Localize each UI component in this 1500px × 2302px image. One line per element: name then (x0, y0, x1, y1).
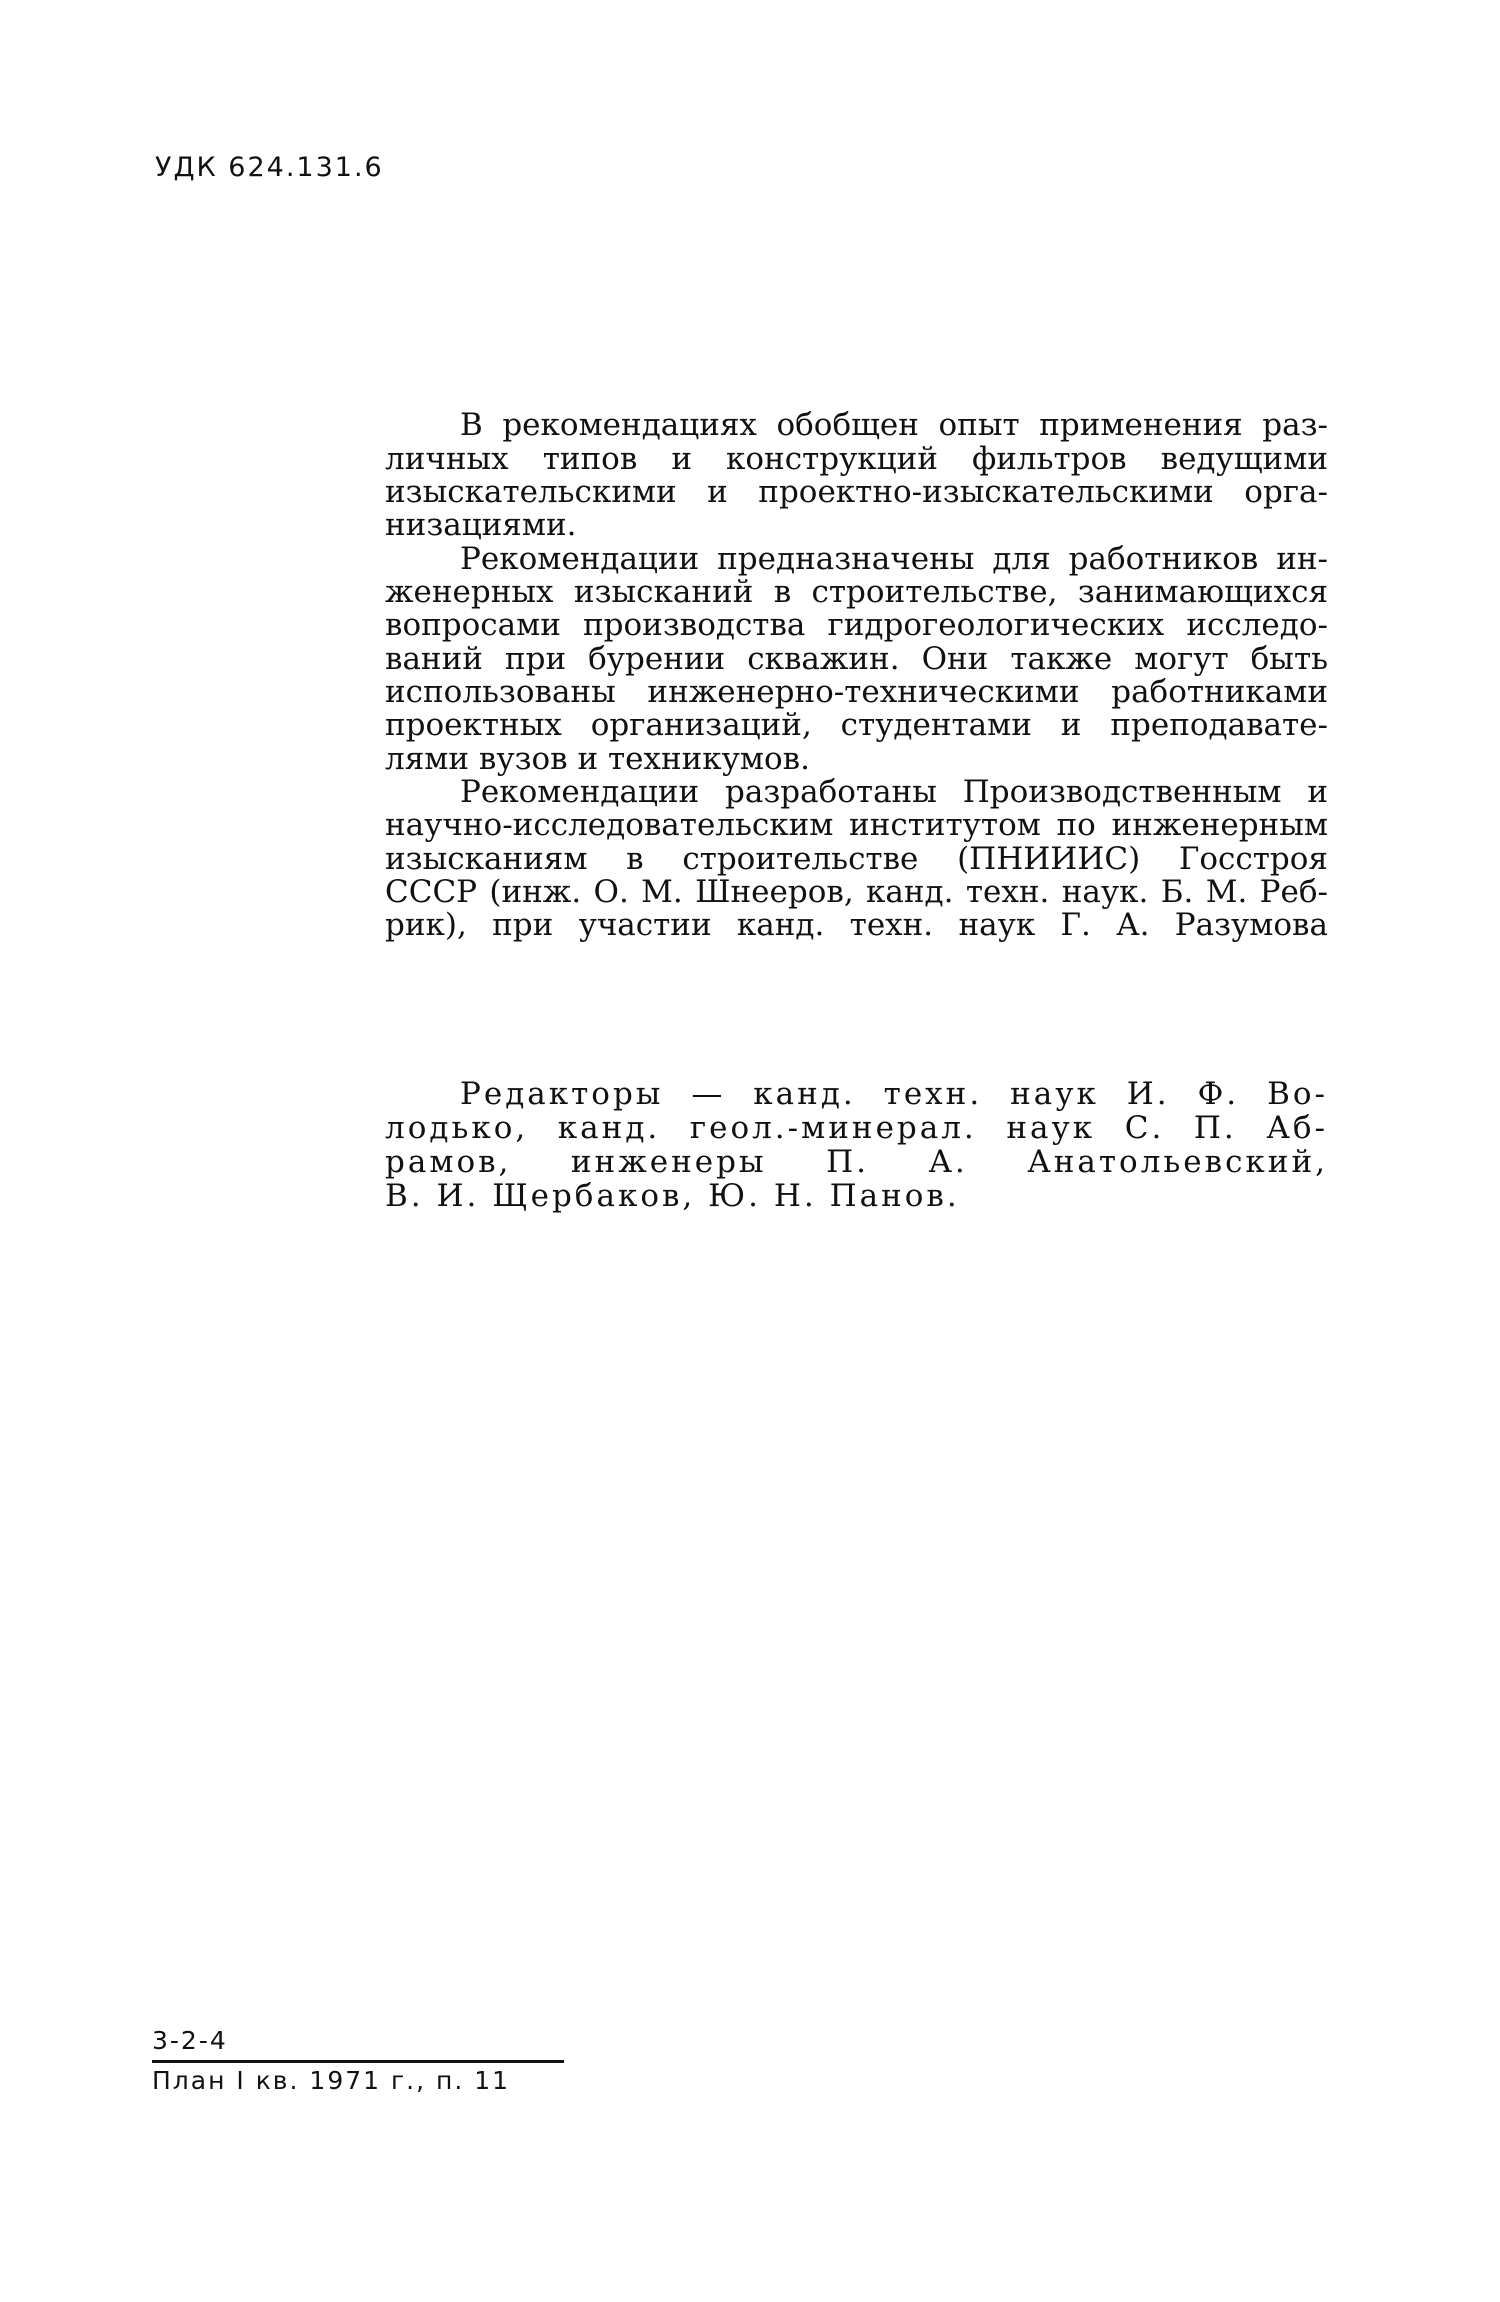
editors-line: рамов, инженеры П. А. Анатольевский, (385, 1144, 1328, 1180)
text-line: рик), при участии канд. техн. наук Г. А. Разумова (385, 907, 1328, 943)
text-line: Рекомендации разработаны Производственным и (460, 774, 1328, 810)
text-line: проектных организаций, студентами и преподавате- (385, 707, 1328, 743)
editors-line: Редакторы — канд. техн. наук И. Ф. Во- (460, 1076, 1328, 1112)
editors-line: лодько, канд. геол.-минерал. наук С. П. Аб- (385, 1110, 1328, 1146)
text-line: низациями. (385, 507, 577, 543)
text-line: женерных изысканий в строительстве, занимающихся (385, 574, 1328, 610)
publication-code: 3-2-4 (152, 2026, 228, 2055)
text-line: вопросами производства гидрогеологических исследо- (385, 607, 1328, 643)
text-line: научно-исследовательским институтом по инженерным (385, 807, 1328, 843)
text-line: изысканиям в строительстве (ПНИИИС) Госстроя (385, 841, 1328, 877)
text-line: СССР (инж. О. М. Шнееров, канд. техн. наук. Б. М. Реб- (385, 874, 1328, 910)
publication-plan: План I кв. 1971 г., п. 11 (152, 2066, 511, 2095)
footer-divider (152, 2060, 564, 2063)
text-line: ваний при бурении скважин. Они также могут быть (385, 641, 1328, 677)
editors-line: В. И. Щербаков, Ю. Н. Панов. (385, 1178, 960, 1214)
text-line: изыскательскими и проектно-изыскательскими орга- (385, 474, 1328, 510)
text-line: Рекомендации предназначены для работников ин- (460, 541, 1328, 577)
text-line: лями вузов и техникумов. (385, 741, 810, 777)
udc-code: УДК 624.131.6 (155, 152, 384, 183)
text-line: В рекомендациях обобщен опыт применения раз- (460, 407, 1328, 443)
text-line: использованы инженерно-техническими работниками (385, 674, 1328, 710)
text-line: личных типов и конструкций фильтров ведущими (385, 441, 1328, 477)
